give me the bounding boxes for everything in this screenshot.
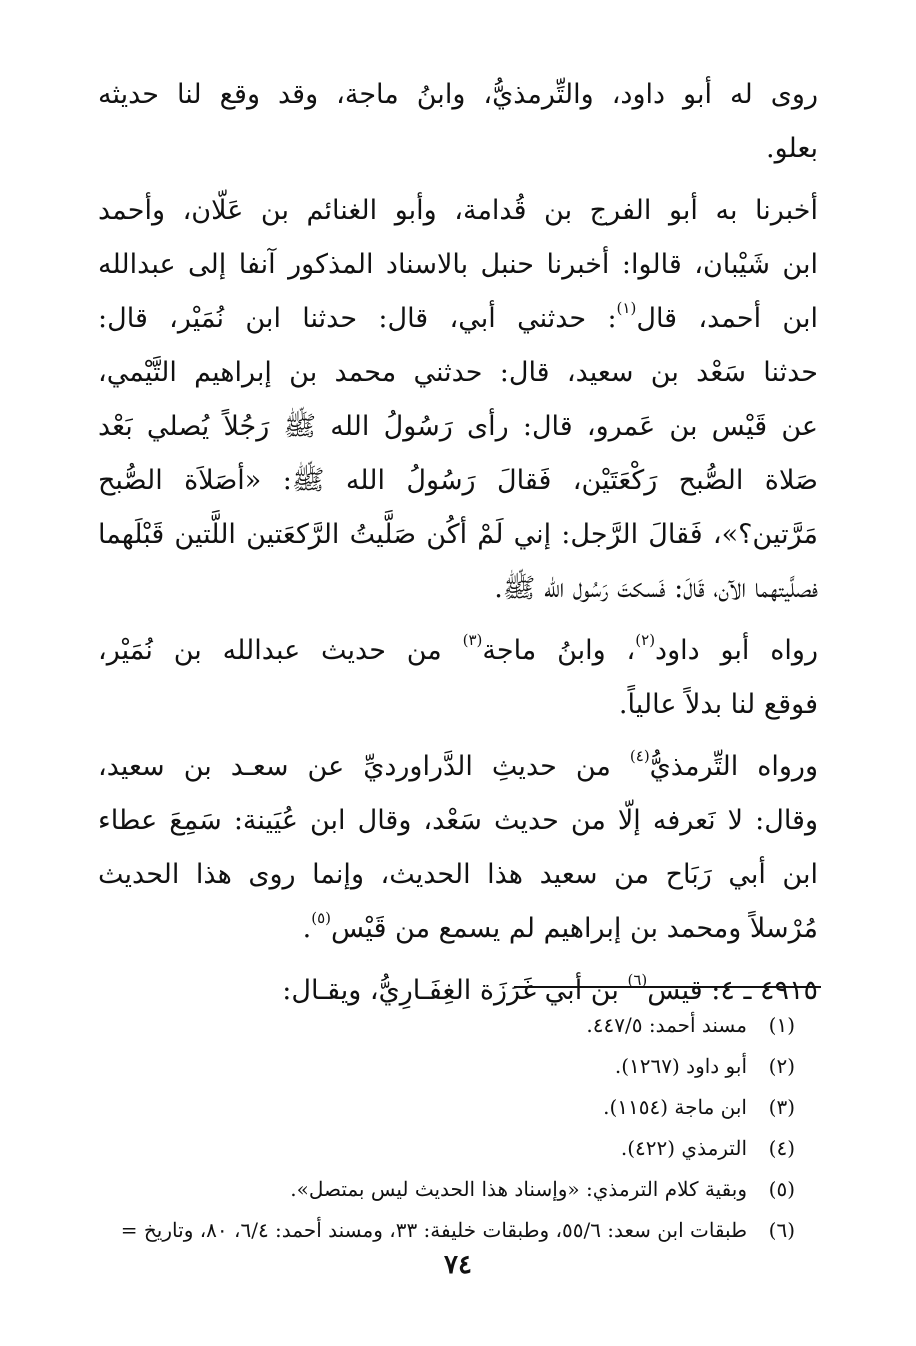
text-line <box>98 902 818 956</box>
footnote-marker[interactable]: (٣) <box>462 631 483 649</box>
footnote-item <box>60 1210 795 1251</box>
text-line: وقال: لا نَعرفه إلّا من حديث سَعْد، وقال ابن عُيَينة: سَمِعَ عطاء <box>98 805 818 836</box>
text-line: حدثنا سَعْد بن سعيد، قال: حدثني محمد بن إبراهيم التَّيْمي، <box>98 357 818 388</box>
text-line: ابن شَيْبان، قالوا: أخبرنا حنبل بالاسناد المذكور آنفا إلى عبدالله <box>98 249 818 280</box>
footnote-item <box>60 1128 795 1169</box>
footnote-marker[interactable]: (٤) <box>629 747 650 765</box>
footnote-text: وبقية كلام الترمذي: «وإسناد هذا الحديث ليس بمتصل». <box>290 1177 747 1201</box>
text-line: مَرَّتين؟»، فَقالَ الرَّجل: إني لَمْ أكُن صَلَّيتُ الرَّكعَتين اللَّتين قَبْلَهما <box>98 519 818 550</box>
text-segment: : حدثني أبي، قال: حدثنا ابن نُمَيْر، قال: <box>98 303 617 334</box>
footnote-marker[interactable]: (١) <box>616 299 637 317</box>
footnote-number: (١) <box>768 1013 795 1037</box>
text-segment: بن أبي غَرَزَة الغِفَـارِيُّ، ويقـال: <box>282 975 619 1006</box>
footnote-text: الترمذي (٤٢٢). <box>620 1136 747 1160</box>
footnote-text: أبو داود (١٢٦٧). <box>614 1054 747 1078</box>
text-line <box>98 292 818 346</box>
text-line: عن قَيْس بن عَمرو، قال: رأى رَسُولُ الله ﷺ رَجُلاً يُصلي بَعْد <box>98 411 818 442</box>
text-line: صَلاة الصُّبح رَكْعَتَيْن، فَقالَ رَسُولُ الله ﷺ: «أصَلاَة الصُّبح <box>98 465 818 496</box>
footnote-number: (٤) <box>768 1136 795 1160</box>
text-segment: ورواه التِّرمذيُّ <box>649 751 818 782</box>
footnote-number: (٣) <box>768 1095 795 1119</box>
text-line <box>98 740 818 794</box>
footnote-marker[interactable]: (٢) <box>635 631 656 649</box>
text-line: ابن أبي رَبَاح من سعيد هذا الحديث، وإنما روى هذا الحديث <box>98 859 818 890</box>
text-segment: . <box>302 913 312 944</box>
footnote-item <box>60 1046 795 1087</box>
text-segment: مُرْسلاً ومحمد بن إبراهيم لم يسمع من قَيْس <box>331 913 818 944</box>
text-line: روى له أبو داود، والتِّرمذيُّ، وابنُ ماجة، وقد وقع لنا حديثه <box>98 79 818 110</box>
main-text <box>98 68 818 1018</box>
footnote-marker[interactable]: (٥) <box>311 909 331 927</box>
text-line <box>98 624 818 678</box>
footnote-number: (٥) <box>768 1177 795 1201</box>
footnotes <box>60 1005 795 1251</box>
text-line: أخبرنا به أبو الفرج بن قُدامة، وأبو الغنائم بن عَلّان، وأحمد <box>98 195 818 226</box>
text-segment: من حديث عبدالله بن نُمَيْر، <box>98 635 442 666</box>
footnote-text: ابن ماجة (١١٥٤). <box>603 1095 747 1119</box>
footnote-item <box>60 1087 795 1128</box>
text-segment: ، وابنُ ماجة <box>482 635 636 666</box>
footnote-number: (٢) <box>768 1054 795 1078</box>
text-line: فوقع لنا بدلاً عالياً. <box>618 689 818 720</box>
footnote-item <box>60 1005 795 1046</box>
footnote-text: طبقات ابن سعد: ٥٥/٦، وطبقات خليفة: ٣٣، ومسند أحمد: ٦/٤، ٨٠، وتاريخ = <box>120 1218 747 1242</box>
footnote-item <box>60 1169 795 1210</box>
text-line: فصلَّيتهما الآن، قَالَ: فَسكتَ رَسُول الله ﷺ. <box>494 573 818 604</box>
footnote-divider <box>514 986 821 988</box>
entry-number: ٤٩١٥ ـ ٤: قيس <box>647 975 818 1006</box>
footnote-text: مسند أحمد: ٤٤٧/٥. <box>586 1013 747 1037</box>
text-line: بعلو. <box>765 133 818 164</box>
footnote-number: (٦) <box>768 1218 795 1242</box>
text-segment: من حديثِ الدَّراورديِّ عن سعـد بن سعيد، <box>98 751 611 782</box>
text-segment: رواه أبو داود <box>655 635 818 666</box>
page-number: ٧٤ <box>444 1250 472 1280</box>
footnote-marker[interactable]: (٦) <box>627 971 648 989</box>
text-segment: ابن أحمد، قال <box>636 303 818 334</box>
